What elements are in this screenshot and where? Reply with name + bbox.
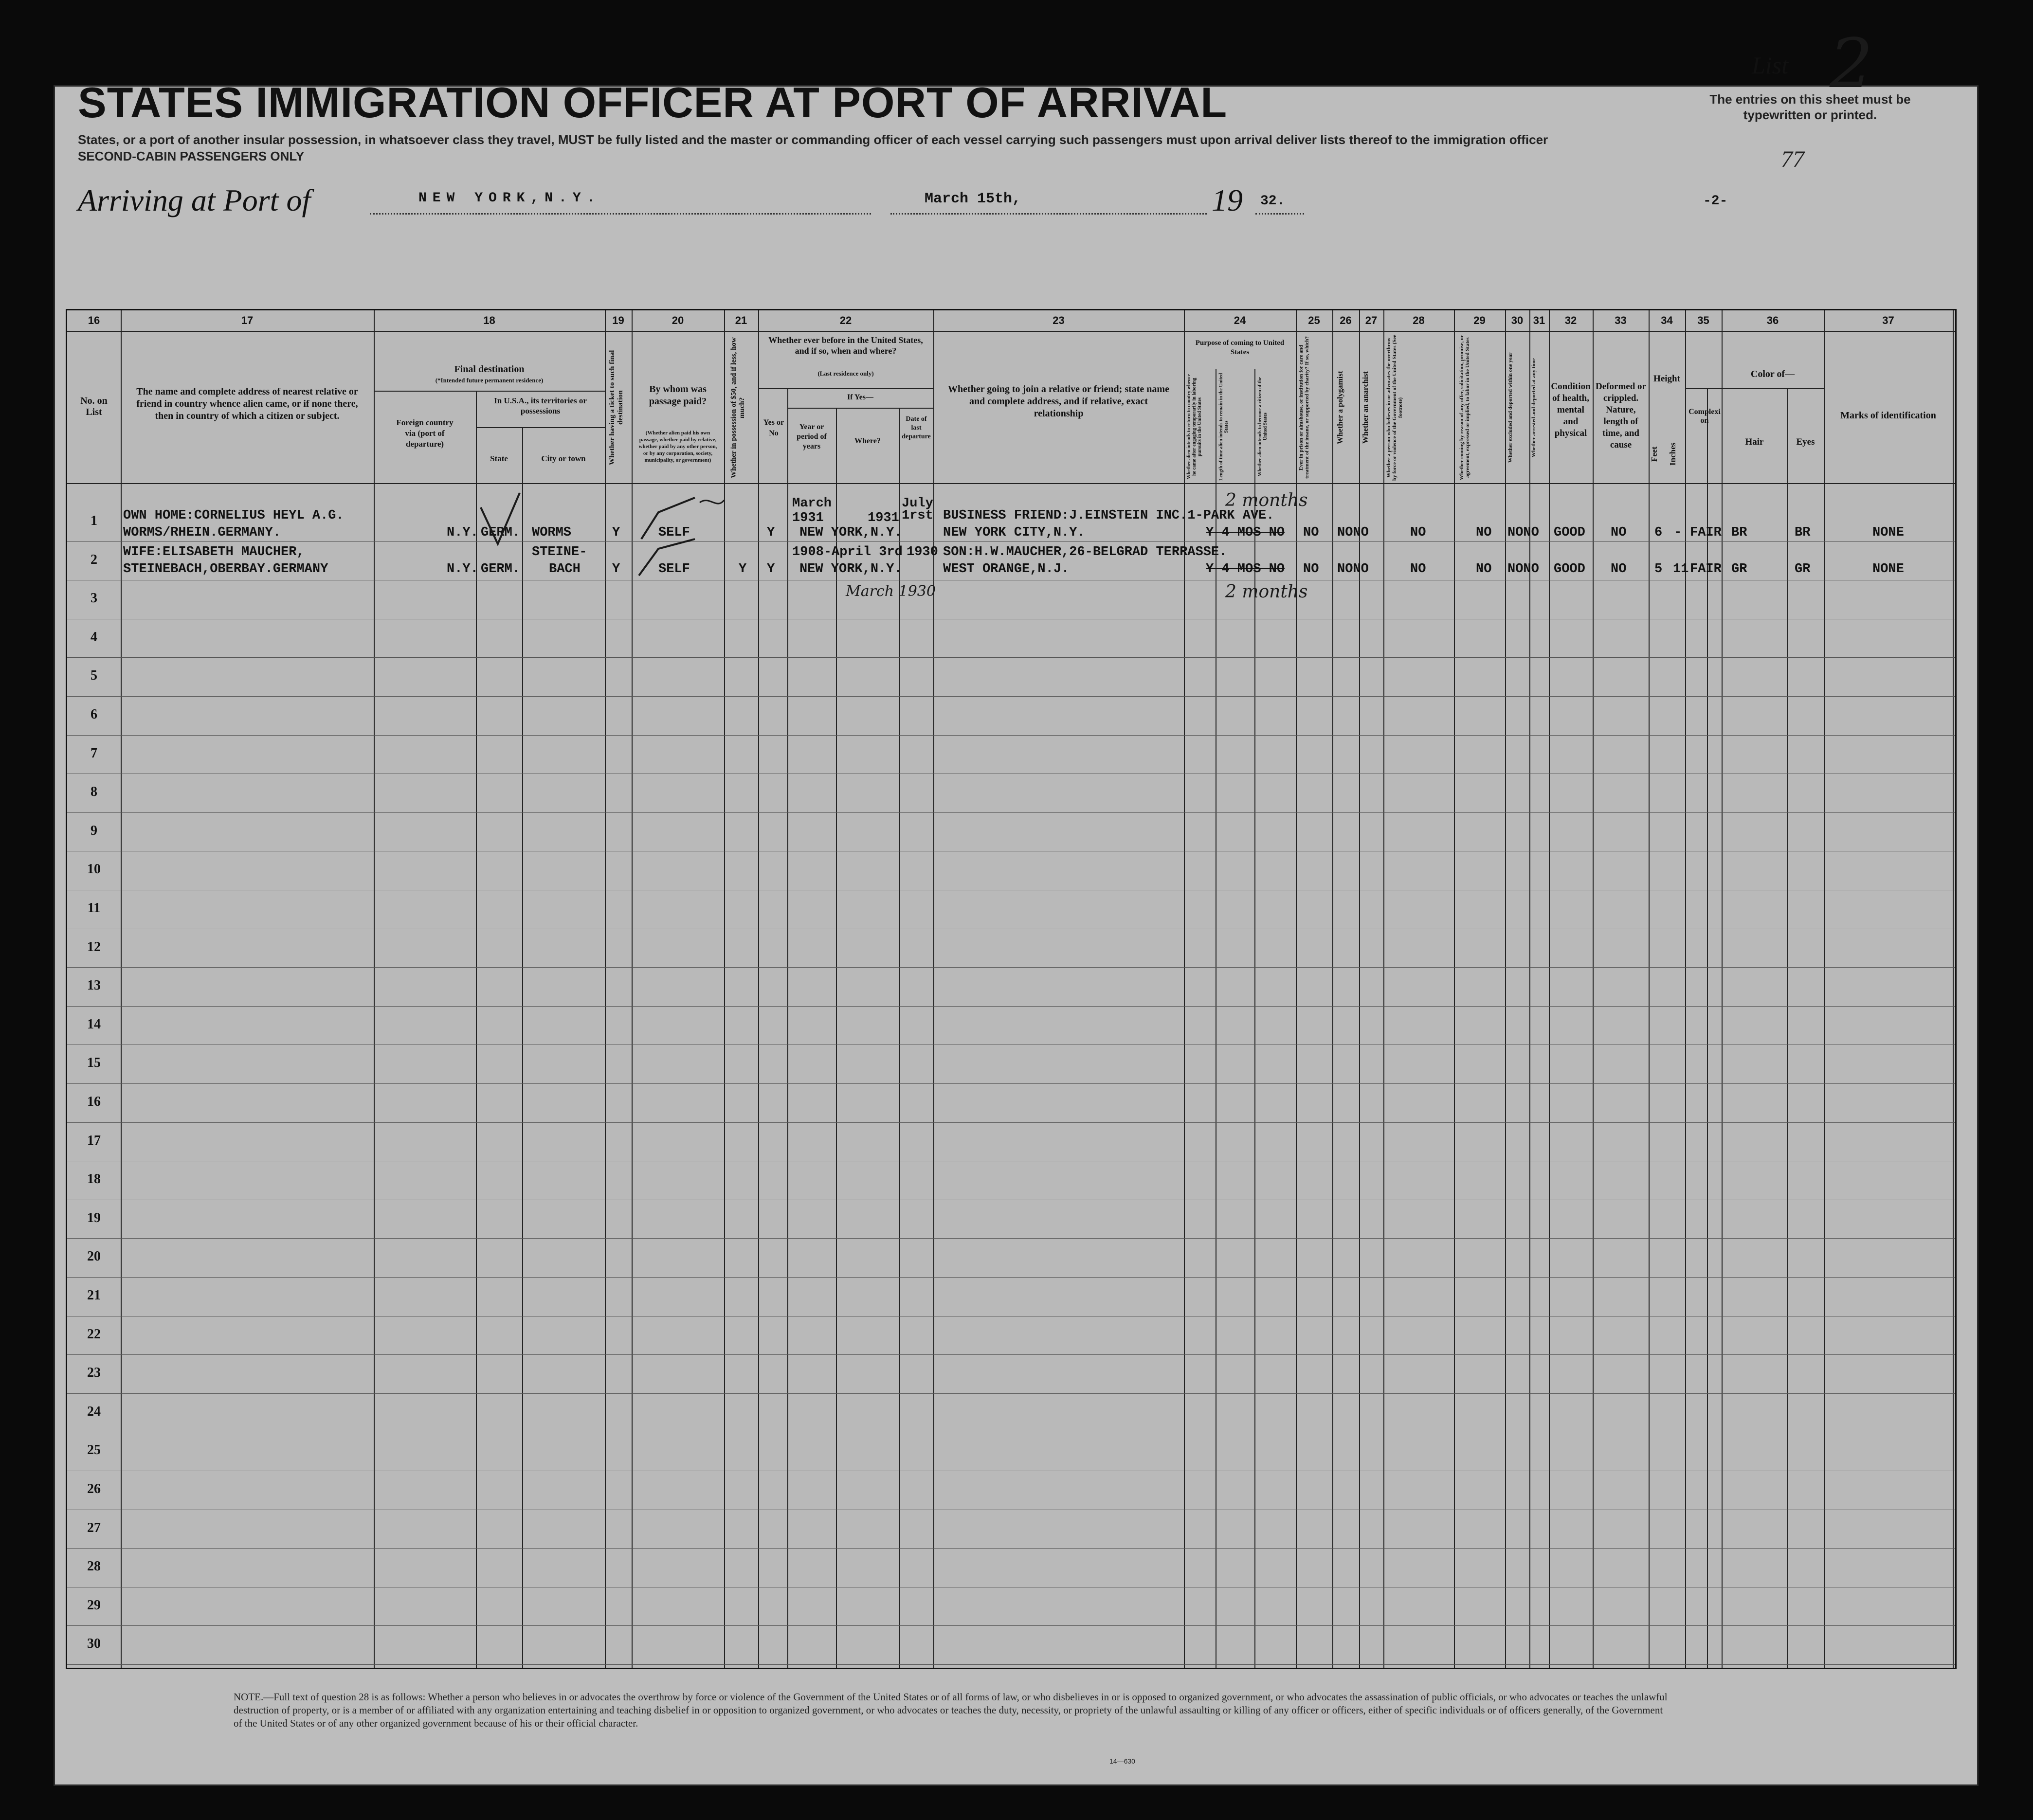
row-number: 27	[87, 1520, 101, 1535]
footnote: NOTE.—Full text of question 28 is as follows: Whether a person who believes in or advocates the overthrow by force or violence of the Government of the United States or of all forms of law, or who disbelieves in or is opposed to organized government, or who advocates the assassination of public officials, or who advocates or teaches the unlawful destruction of property, or is a member of or affiliated with any organization entertaining and teaching disbelief in or opposition to organized government, or who advocates or teaches the duty, necessity, or propriety of the unlawful assaulting or killing of any officer or officers, either of specific individuals or of officers generally, of the Government of the United States or of any other organized government because of his or their official character.	[234, 1691, 1668, 1729]
row-2-relative-2: STEINEBACH,OBERBAY.GERMANY	[123, 562, 328, 577]
row-2-inches: 11	[1673, 562, 1689, 577]
manifest-grid	[66, 309, 1957, 1669]
col-divider	[1649, 310, 1650, 1668]
column-number: 29	[1473, 314, 1486, 326]
header-last-residence: (Last residence only)	[817, 370, 874, 377]
header-city-or-town: City or town	[541, 454, 586, 463]
row-1-city: WORMS	[532, 525, 572, 540]
column-number: 17	[241, 314, 254, 326]
port-dotline	[370, 213, 871, 215]
row-number: 26	[87, 1481, 101, 1496]
col-divider	[724, 310, 725, 1668]
row-2-purpose-note: 2 months	[1225, 582, 1308, 602]
header-col26: Whether a polygamist	[1336, 371, 1344, 445]
row-2-year-1: 1908-April 3rd	[792, 545, 903, 559]
row-2-col30-31: NONO	[1507, 562, 1539, 577]
header-col30: Whether excluded and deported within one year	[1507, 352, 1513, 463]
row-2-complexion: FAIR	[1690, 562, 1722, 577]
row-number: 3	[91, 591, 97, 606]
row-number: 21	[87, 1288, 101, 1303]
row-line	[67, 735, 1955, 736]
cabin-class: SECOND-CABIN PASSENGERS ONLY	[78, 149, 305, 163]
row-number: 7	[91, 745, 97, 761]
year-prefix: 19	[1212, 183, 1243, 217]
header-year-or-period: Year or period of years	[797, 423, 827, 450]
row-1-purpose-note: 2 months	[1225, 490, 1308, 510]
row-1-foreign: N.Y.	[447, 525, 478, 540]
row-1-join-2: NEW YORK CITY,N.Y.	[943, 525, 1085, 540]
column-number: 30	[1511, 314, 1524, 326]
row-number: 29	[87, 1597, 101, 1613]
col-divider	[632, 310, 633, 1668]
row-line	[67, 812, 1955, 813]
column-number: 24	[1234, 314, 1246, 326]
col-divider	[605, 310, 606, 1668]
header-complexion: Complexion	[1688, 408, 1721, 425]
subrow-divider	[476, 427, 605, 428]
col-divider	[1953, 310, 1954, 1668]
column-number: 21	[735, 314, 747, 326]
row-1-where: NEW YORK,N.Y.	[799, 525, 902, 540]
row-1-state: GERM.	[481, 525, 521, 540]
column-number: 23	[1053, 314, 1065, 326]
row-1-hair: BR	[1731, 525, 1747, 540]
row-2-col25: NO	[1303, 562, 1319, 577]
subrow-divider	[787, 408, 933, 409]
header-yes-or-no: Yes or No	[763, 418, 784, 437]
column-number: 33	[1615, 314, 1627, 326]
subcol-divider	[522, 427, 523, 1668]
row-line	[67, 1238, 1955, 1239]
row-2-city-1: STEINE-	[532, 545, 587, 559]
header-joining: Whether going to join a relative or friend; state name and complete address, and if relative, exact relationship	[948, 384, 1169, 419]
row-1-deformed: NO	[1611, 525, 1627, 540]
header-purpose-sub-2: Length of time alien intends to remain in the United States	[1218, 373, 1229, 481]
column-number: 22	[839, 314, 852, 326]
row-1-col25: NO	[1303, 525, 1319, 540]
row-1-year-1: March	[792, 496, 832, 511]
header-color-of: Color of—	[1750, 369, 1795, 379]
column-number: 18	[483, 314, 495, 326]
row-1-col28: NO	[1410, 525, 1426, 540]
column-number: 19	[612, 314, 624, 326]
col-divider	[121, 310, 122, 1668]
row-2-col29: NO	[1476, 562, 1492, 577]
header-col28: Whether a person who believes in or advocates the overthrow by force or violence of the Government of the United States (See footnote)	[1386, 335, 1403, 481]
row-1-feet: 6	[1654, 525, 1663, 540]
row-1-year-2: 1931	[792, 511, 824, 525]
handwritten-check-marks	[67, 310, 1955, 651]
row-number: 10	[87, 862, 101, 877]
year-dotline	[1255, 213, 1304, 215]
subcol-divider	[476, 391, 477, 1668]
date-dotline	[890, 213, 1207, 215]
header-eyes: Eyes	[1796, 437, 1815, 447]
row-number: 14	[87, 1016, 101, 1032]
column-number: 28	[1413, 314, 1425, 326]
row-2-foreign: N.Y.	[447, 562, 478, 577]
column-number: 34	[1661, 314, 1673, 326]
row-number: 23	[87, 1365, 101, 1381]
header-state: State	[490, 454, 508, 463]
header-final-destination: Final destination	[454, 364, 525, 375]
row-number: 22	[87, 1326, 101, 1342]
row-line	[67, 696, 1955, 697]
row-number: 6	[91, 707, 97, 722]
row-line	[67, 1625, 1955, 1626]
header-deformed: Deformed or crippled. Nature, length of time, and cause	[1596, 381, 1646, 450]
column-number: 26	[1340, 314, 1352, 326]
row-1-paid: SELF	[658, 525, 690, 540]
row-2-join-1: SON:H.W.MAUCHER,26-BELGRAD TERRASSE.	[943, 545, 1227, 559]
row-number: 25	[87, 1442, 101, 1458]
row-1-purpose: Y 4 MOS NO	[1206, 525, 1285, 540]
row-1-ticket: Y	[612, 525, 620, 540]
column-number: 27	[1365, 314, 1378, 326]
subtitle-text: States, or a port of another insular possession, in whatsoever class they travel, MUST be fully listed and the master or commanding officer of each vessel carrying such passengers must upon arrival deliver lists thereof to the immigration officer	[78, 132, 1548, 147]
row-2-city-2: BACH	[549, 562, 581, 577]
row-1-relative-2: WORMS/RHEIN.GERMANY.	[123, 525, 281, 540]
row-1-complexion: FAIR	[1690, 525, 1722, 540]
row-1-year-to: 1931	[868, 511, 899, 525]
row-1-col26-27: NONO	[1337, 525, 1369, 540]
row-2-possession: Y	[739, 562, 747, 577]
header-marks: Marks of identification	[1840, 410, 1936, 421]
col-divider	[1454, 310, 1455, 1668]
col-divider	[1529, 310, 1530, 1668]
header-in-usa: In U.S.A., its territories or possessions	[494, 396, 587, 415]
row-number: 2	[91, 552, 97, 567]
header-possession-50: Whether in possession of $50, and if less, how much?	[730, 337, 746, 478]
header-if-yes: If Yes—	[847, 393, 874, 401]
subrow-divider	[758, 388, 933, 389]
header-inches: Inches	[1668, 442, 1677, 466]
row-2-eyes: GR	[1795, 562, 1811, 577]
row-number: 12	[87, 939, 101, 955]
row-1-marks: NONE	[1872, 525, 1904, 540]
col-divider	[933, 310, 934, 1668]
row-2-ever-before: Y	[767, 562, 775, 577]
header-foreign-country: Foreign country via (port of departure)	[396, 418, 454, 449]
column-number: 20	[672, 314, 684, 326]
header-col29: Whether coming by reason of any offer, solicitation, promise, or agreement, expressed or implied, to labor in the United States	[1459, 335, 1470, 481]
header-ticket: Whether having a ticket to such final destination	[608, 350, 624, 466]
row-2-col28: NO	[1410, 562, 1426, 577]
row-number: 19	[87, 1210, 101, 1225]
date-value: March 15th,	[925, 191, 1021, 207]
col-divider	[1593, 310, 1594, 1668]
row-line	[67, 541, 1955, 542]
row-1-eyes: BR	[1795, 525, 1811, 540]
sheet-page: -2-	[1703, 194, 1728, 209]
row-2-join-2: WEST ORANGE,N.J.	[943, 562, 1070, 577]
header-purpose: Purpose of coming to United States	[1195, 339, 1285, 356]
colnum-divider	[67, 331, 1955, 332]
column-number: 32	[1564, 314, 1577, 326]
column-number: 35	[1697, 314, 1709, 326]
row-1-join-1: BUSINESS FRIEND:J.EINSTEIN INC.1-PARK AVE.	[943, 508, 1274, 523]
check-mark	[700, 500, 724, 504]
row-2-purpose: Y 4 MOS NO	[1206, 562, 1285, 577]
page-title: STATES IMMIGRATION OFFICER AT PORT OF ARRIVAL	[78, 78, 1228, 126]
header-passage-paid: By whom was passage paid?	[649, 384, 707, 407]
row-1-ever-before: Y	[767, 525, 775, 540]
header-col31: Whether arrested and deported at any time	[1531, 358, 1537, 457]
row-2-year-to: 1930	[907, 545, 938, 559]
row-1-departure-2: 1rst	[902, 508, 933, 523]
row-2-feet: 5	[1654, 562, 1663, 577]
row-number: 24	[87, 1404, 101, 1419]
row-number: 18	[87, 1171, 101, 1187]
row-line	[67, 657, 1955, 658]
header-height: Height	[1653, 374, 1680, 384]
header-condition: Condition of health, mental and physical	[1551, 381, 1591, 438]
row-number: 11	[87, 901, 101, 916]
col-divider	[1549, 310, 1550, 1668]
header-col27: Whether an anarchist	[1361, 371, 1370, 444]
column-number: 16	[88, 314, 100, 326]
row-2-health: GOOD	[1554, 562, 1585, 577]
row-line	[67, 1277, 1955, 1278]
row-1-col30-31: NONO	[1507, 525, 1539, 540]
row-line	[67, 1548, 1955, 1549]
row-number: 17	[87, 1133, 101, 1148]
subrow-divider	[374, 391, 605, 392]
header-ever-before: Whether ever before in the United States, and if so, when and where?	[768, 335, 923, 356]
row-1-relative: OWN HOME:CORNELIUS HEYL A.G.	[123, 508, 344, 523]
row-line	[67, 1122, 1955, 1123]
column-number: 36	[1766, 314, 1779, 326]
row-number: 16	[87, 1094, 101, 1109]
row-2-paid: SELF	[658, 562, 690, 577]
arriving-label: Arriving at Port of	[78, 183, 311, 217]
header-passage-note: (Whether alien paid his own passage, whether paid by relative, whether paid by any other person, or by any corporation, society, municipality, or government)	[638, 430, 717, 463]
header-bottom	[67, 483, 1955, 484]
header-purpose-sub-1: Whether alien intends to return to country whence he came after engaging temporarily in laboring pursuits in the United States	[1186, 374, 1202, 480]
row-1-departure-1: July	[902, 496, 933, 511]
header-date-of-departure: Date of last departure	[902, 415, 931, 440]
row-line	[67, 1083, 1955, 1084]
row-2-departure-note: March 1930	[846, 583, 936, 600]
header-col25: Ever in prison or almshouse, or institution for care and treatment of the insane, or supported by charity? If so, which?	[1298, 336, 1310, 479]
list-number: 2	[1830, 24, 1873, 104]
column-number: 31	[1533, 314, 1545, 326]
row-1-col29: NO	[1476, 525, 1492, 540]
row-2-state: GERM.	[481, 562, 521, 577]
port-value: NEW YORK,N.Y.	[418, 191, 601, 206]
subrow-divider	[1685, 388, 1722, 389]
col-divider	[1505, 310, 1506, 1668]
header-relative-address: The name and complete address of nearest relative or friend in country whence alien came, or if none there, then in country of which a citizen or subject.	[136, 386, 358, 421]
row-2-deformed: NO	[1611, 562, 1627, 577]
row-number: 15	[87, 1055, 101, 1071]
row-2-relative: WIFE:ELISABETH MAUCHER,	[123, 545, 305, 559]
col-divider	[1824, 310, 1825, 1668]
row-number: 13	[87, 978, 101, 993]
row-2-col26-27: NONO	[1337, 562, 1369, 577]
col-divider	[1359, 310, 1360, 1668]
row-2-hair: GR	[1731, 562, 1747, 577]
column-number: 25	[1308, 314, 1320, 326]
row-number: 28	[87, 1559, 101, 1574]
row-number: 8	[91, 784, 97, 800]
year-value: 32.	[1260, 194, 1285, 209]
col-divider	[1383, 310, 1384, 1668]
typewrite-note: The entries on this sheet must be typewritten or printed.	[1709, 92, 1911, 122]
row-1-health: GOOD	[1554, 525, 1585, 540]
page-subtitle	[78, 131, 1684, 164]
row-2-marks: NONE	[1872, 562, 1904, 577]
row-2-ticket: Y	[612, 562, 620, 577]
row-number: 5	[91, 668, 97, 684]
row-line	[67, 967, 1955, 968]
col-divider	[1722, 310, 1723, 1668]
col-divider	[1296, 310, 1297, 1668]
col-divider	[1332, 310, 1333, 1668]
subrow-divider	[1722, 388, 1824, 389]
list-label: List	[1752, 52, 1789, 79]
header-feet: Feet	[1650, 446, 1659, 462]
row-1-inches: -	[1674, 525, 1682, 540]
row-line	[67, 1393, 1955, 1394]
row-number: 1	[91, 513, 97, 528]
header-no-on-list: No. on List	[80, 396, 108, 417]
row-number: 20	[87, 1249, 101, 1264]
row-line	[67, 1664, 1955, 1665]
corner-mark: 77	[1781, 146, 1804, 172]
header-where: Where?	[854, 437, 881, 445]
row-line	[67, 1006, 1955, 1007]
column-number: 37	[1882, 314, 1894, 326]
col-divider	[758, 310, 759, 1668]
col-divider	[374, 310, 375, 1668]
row-number: 4	[91, 629, 97, 645]
header-purpose-sub-3: Whether alien intends to become a citizen of the United States	[1257, 377, 1268, 477]
row-2-where: NEW YORK,N.Y.	[799, 562, 902, 577]
row-number: 9	[91, 823, 97, 838]
header-hair: Hair	[1745, 437, 1764, 447]
subcol-divider	[836, 408, 837, 1668]
row-number: 30	[87, 1636, 101, 1652]
form-number: 14—630	[1109, 1757, 1135, 1765]
row-line	[67, 1354, 1955, 1355]
header-final-destination-note: (*Intended future permanent residence)	[435, 377, 544, 384]
col-divider	[1685, 310, 1686, 1668]
